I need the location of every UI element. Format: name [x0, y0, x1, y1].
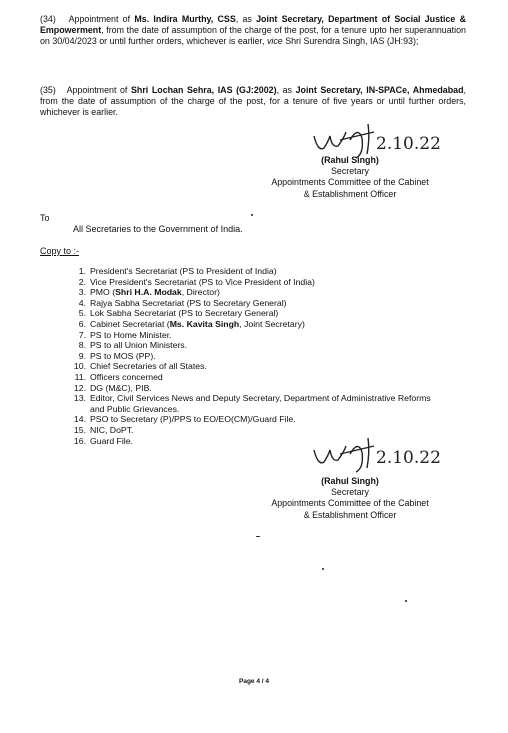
copy-list-item	[56, 319, 436, 330]
appointee-name: Shri Lochan Sehra, IAS (GJ:2002)	[131, 85, 277, 95]
copy-list	[56, 266, 436, 446]
item-number: 9.	[78, 350, 86, 361]
item-text: Rajya Sabha Secretariat (PS to Secretary General)	[90, 297, 287, 308]
page-number: Page 4 / 4	[239, 678, 269, 685]
paragraph-34: (34) Appointment of Ms. Indira Murthy, CSS, as Joint Secretary, Department of Social Justice & Empowerment, from the date of assumption of the charge of the post, for a tenure upto her superannuation on 30/04/2023 or until further orders, whichever is earlier, vice Shri Surendra Singh, IAS (JH:93);	[40, 14, 466, 47]
signature-date: 2.10.22	[376, 134, 441, 154]
item-text: PSO to Secretary (P)/PPS to EO/EO(CM)/Guard File.	[90, 414, 296, 425]
signature-block: (Rahul Singh) Secretary Appointments Committee of the Cabinet & Establishment Officer	[262, 476, 438, 521]
copy-list-item	[56, 287, 436, 298]
item-number: 13.	[73, 393, 86, 404]
item-text: PMO (Shri H.A. Modak, Director)	[90, 287, 220, 298]
scan-speck	[256, 536, 260, 537]
to-label: To	[40, 213, 50, 223]
item-text: Guard File.	[90, 435, 133, 446]
item-text: Chief Secretaries of all States.	[90, 361, 207, 372]
item-number: 5.	[78, 308, 86, 319]
item-number: 8.	[78, 340, 86, 351]
scan-speck	[405, 600, 407, 602]
copy-list-item	[56, 414, 436, 425]
item-text: PS to Home Minister.	[90, 329, 172, 340]
item-text: President's Secretariat (PS to President of India)	[90, 266, 277, 276]
signatory-title: Secretary	[331, 487, 369, 498]
item-number: 2.	[78, 276, 86, 287]
appointee-name: Ms. Indira Murthy, CSS	[134, 14, 236, 24]
item-number: 16.	[73, 435, 86, 446]
to-recipients: All Secretaries to the Government of India.	[73, 224, 243, 234]
scan-speck	[322, 568, 324, 570]
signatory-name: (Rahul Singh)	[321, 155, 379, 165]
item-number: 10.	[73, 361, 86, 372]
scan-speck	[251, 214, 253, 216]
item-text: Editor, Civil Services News and Deputy Secretary, Department of Administrative Reforms and Public Grievances.	[90, 393, 431, 414]
item-text: PS to MOS (PP).	[90, 350, 156, 361]
copy-list-item	[56, 330, 436, 341]
item-number: 7.	[78, 329, 86, 340]
item-number: 4.	[78, 297, 86, 308]
signatory-name: (Rahul Singh)	[321, 476, 379, 486]
copy-to-label: Copy to :-	[40, 246, 80, 256]
item-text: PS to all Union Ministers.	[90, 340, 188, 351]
copy-list-item	[56, 351, 436, 362]
item-text: Officers concerned	[90, 371, 163, 382]
item-number: 11.	[74, 371, 86, 382]
item-number: 14.	[73, 414, 86, 425]
signatory-title: Secretary	[331, 166, 369, 177]
copy-list-item	[56, 372, 436, 383]
signature-block: (Rahul Singh) Secretary Appointments Committee of the Cabinet & Establishment Officer	[262, 155, 438, 200]
paragraph-35: (35) Appointment of Shri Lochan Sehra, IAS (GJ:2002), as Joint Secretary, IN-SPACe, Ahmedabad, from the date of assumption of the charge of the post, for a tenure of five years or until further orders, whichever is earlier.	[40, 85, 466, 118]
item-number: 3.	[78, 287, 86, 298]
item-text: Vice President's Secretariat (PS to Vice President of India)	[90, 276, 315, 287]
copy-list-item	[56, 393, 436, 414]
copy-list-item	[56, 340, 436, 351]
item-number: 15.	[73, 424, 86, 435]
item-text: Lok Sabha Secretariat (PS to Secretary General)	[90, 308, 279, 319]
item-number: 6.	[78, 318, 86, 329]
post-title: Joint Secretary, IN-SPACe, Ahmedabad	[295, 85, 464, 95]
item-number: 12.	[73, 382, 86, 393]
copy-list-item	[56, 383, 436, 394]
copy-list-item	[56, 266, 436, 277]
item-text: Cabinet Secretariat (Ms. Kavita Singh, Joint Secretary)	[90, 318, 305, 329]
item-text: NIC, DoPT.	[90, 424, 134, 435]
signature-date: 2.10.22	[376, 448, 441, 468]
item-number: 1.	[78, 266, 86, 276]
copy-list-item	[56, 277, 436, 288]
copy-list-item	[56, 298, 436, 309]
handwritten-signature	[310, 432, 460, 477]
copy-list-item	[56, 308, 436, 319]
post-title: Joint Secretary, Department of Social Justice & Empowerment	[40, 14, 466, 36]
copy-list-item	[56, 361, 436, 372]
item-text: DG (M&C), PIB.	[90, 382, 152, 393]
